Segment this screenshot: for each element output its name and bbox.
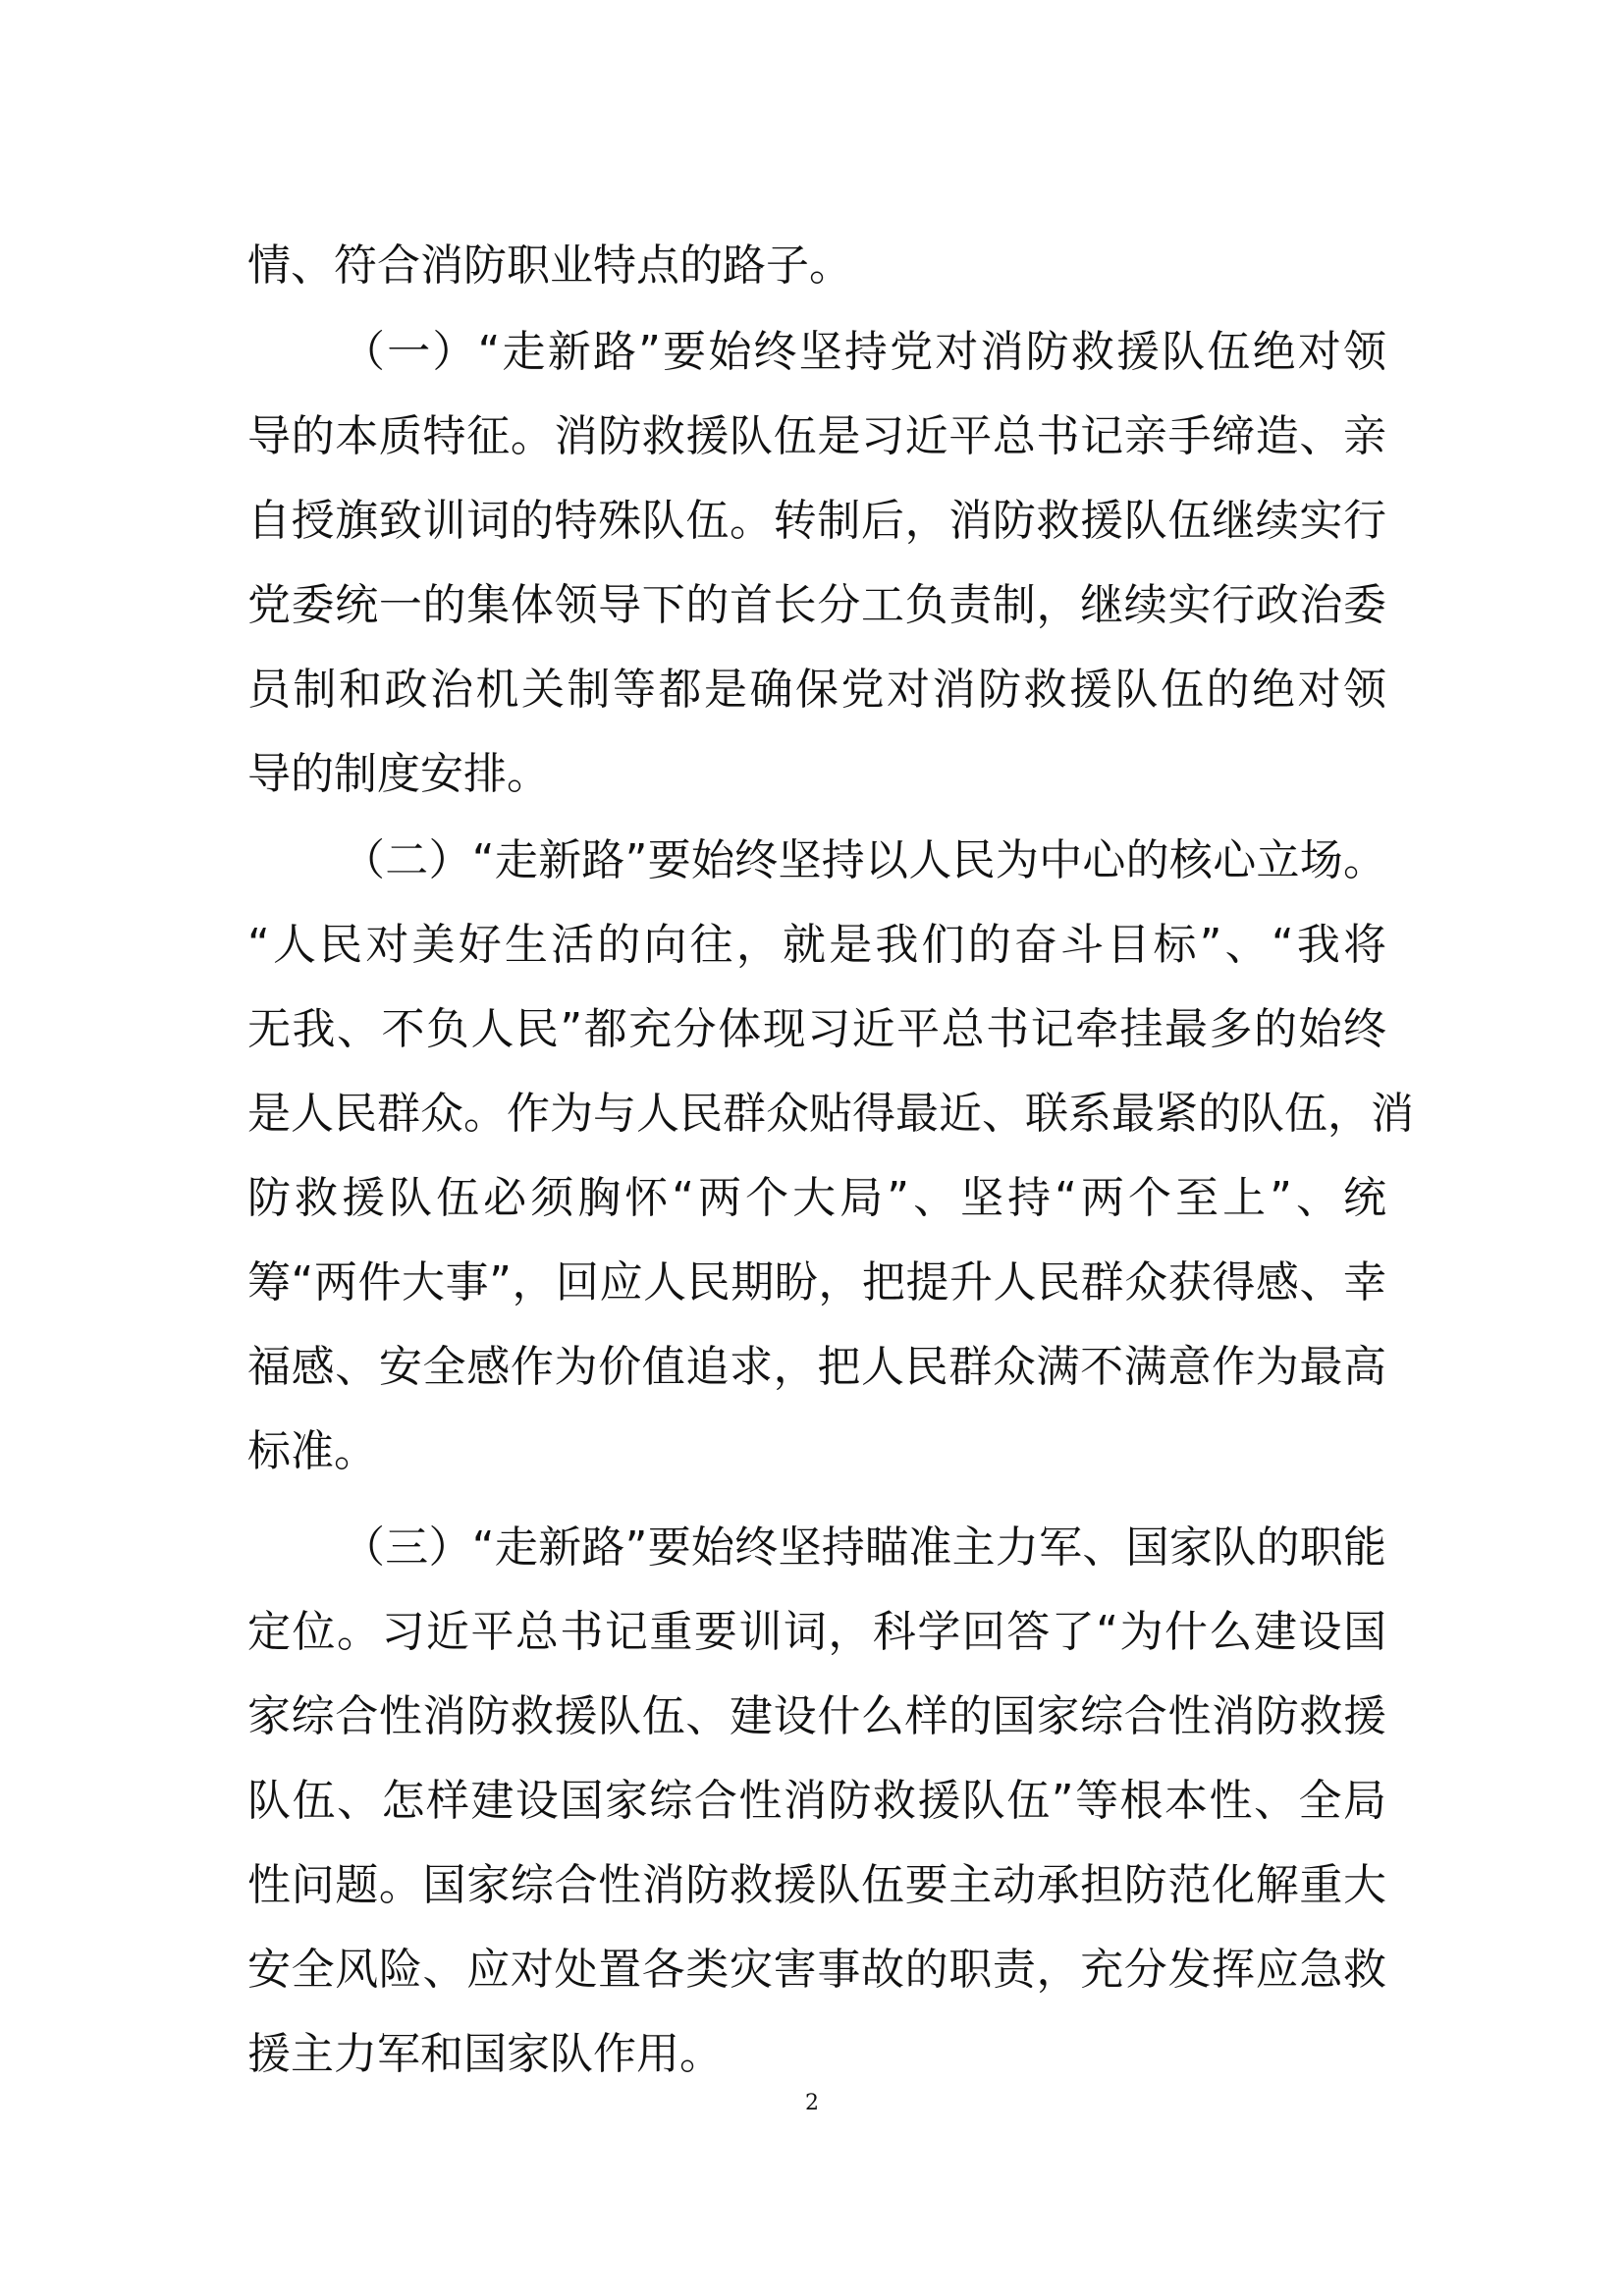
text-line: 员制和政治机关制等都是确保党对消防救援队伍的绝对领: [247, 665, 1386, 715]
text-line: （二）“走新路”要始终坚持以人民为中心的核心立场。: [342, 835, 1386, 885]
text-line: 安全风险、应对处置各类灾害事故的职责，充分发挥应急救: [247, 1945, 1386, 1995]
text-line: 标准。: [247, 1426, 377, 1476]
text-line: 党委统一的集体领导下的首长分工负责制，继续实行政治委: [247, 580, 1386, 630]
text-line: 家综合性消防救援队伍、建设什么样的国家综合性消防救援: [247, 1691, 1386, 1741]
text-line: 福感、安全感作为价值追求，把人民群众满不满意作为最高: [247, 1342, 1386, 1392]
text-line: 无我、不负人民”都充分体现习近平总书记牵挂最多的始终: [247, 1004, 1386, 1054]
text-line: 队伍、怎样建设国家综合性消防救援队伍”等根本性、全局: [247, 1776, 1386, 1826]
document-body: [247, 224, 1414, 2097]
text-line: 导的制度安排。: [247, 749, 550, 799]
text-line: “人民对美好生活的向往，就是我们的奋斗目标”、“我将: [247, 920, 1386, 970]
text-line: 是人民群众。作为与人民群众贴得最近、联系最紧的队伍，消: [247, 1089, 1414, 1139]
text-line: 自授旗致训词的特殊队伍。转制后，消防救援队伍继续实行: [247, 496, 1386, 546]
page-number: 2: [805, 2091, 819, 2115]
paragraph-continuation: [247, 224, 1386, 308]
text-line: 筹“两件大事”，回应人民期盼，把提升人民群众获得感、幸: [247, 1257, 1386, 1308]
text-line: 情、符合消防职业特点的路子。: [247, 240, 852, 291]
text-line: 防救援队伍必须胸怀“两个大局”、坚持“两个至上”、统: [247, 1173, 1386, 1223]
text-line: 导的本质特征。消防救援队伍是习近平总书记亲手缔造、亲: [247, 411, 1386, 461]
text-line: （一）“走新路”要始终坚持党对消防救援队伍绝对领: [342, 327, 1386, 377]
paragraph-section-1: [247, 310, 1386, 817]
text-line: （三）“走新路”要始终坚持瞄准主力军、国家队的职能: [342, 1522, 1386, 1573]
text-line: 性问题。国家综合性消防救援队伍要主动承担防范化解重大: [247, 1860, 1386, 1910]
paragraph-section-3: [247, 1506, 1386, 2097]
paragraph-section-2: [247, 819, 1414, 1494]
text-line: 定位。习近平总书记重要训词，科学回答了“为什么建设国: [247, 1607, 1386, 1657]
text-line: 援主力军和国家队作用。: [247, 2029, 723, 2079]
